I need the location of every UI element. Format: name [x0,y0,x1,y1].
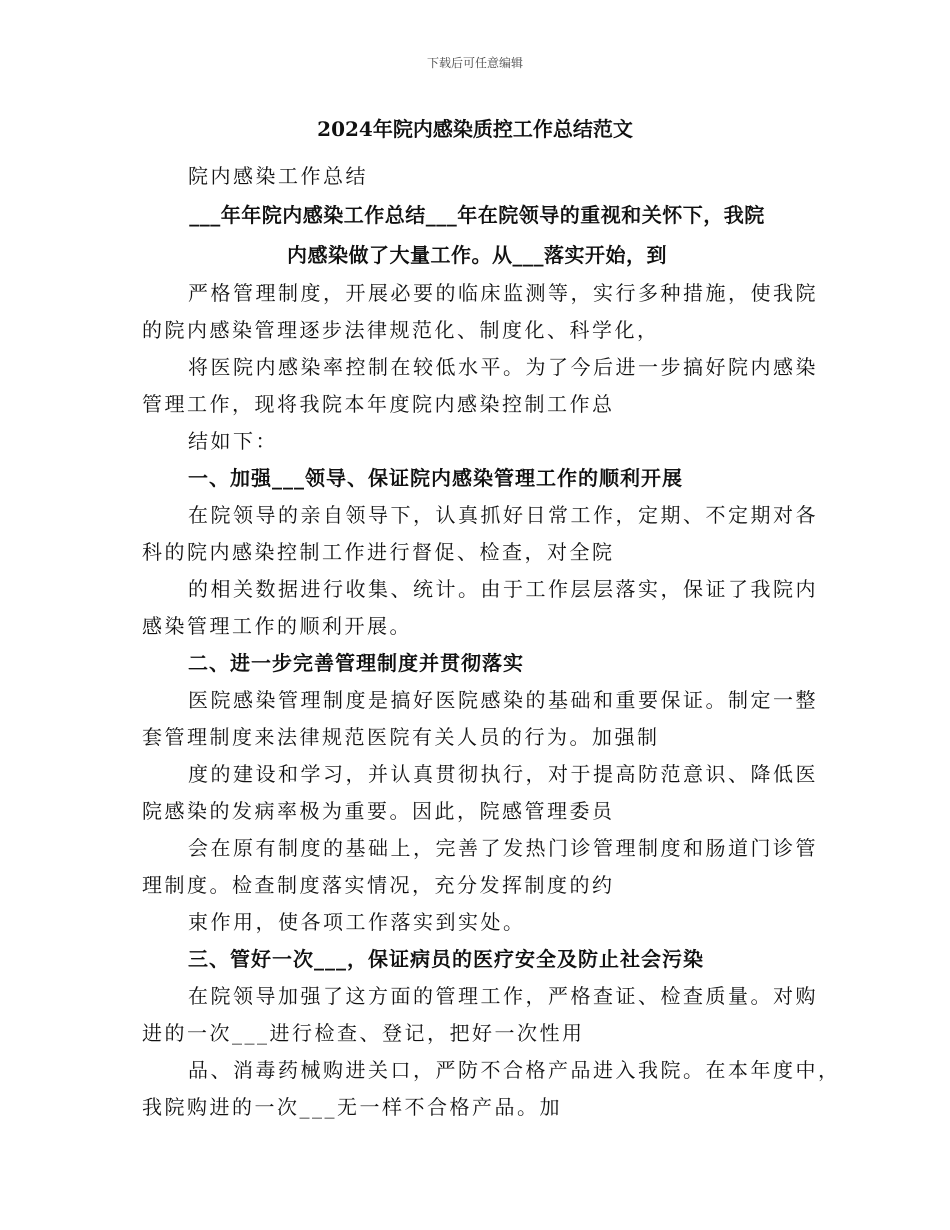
paragraph-line: 的院内感染管理逐步法律规范化、制度化、科学化， [142,318,660,342]
paragraph-line: 在院领导加强了这方面的管理工作，严格查证、检查质量。对购 [188,984,818,1008]
document-title: 2024年院内感染质控工作总结范文 [317,117,633,141]
header-watermark: 下载后可任意编辑 [426,56,523,70]
paragraph-line: 严格管理制度，开展必要的临床监测等，实行多种措施，使我院 [188,281,818,305]
document-body [142,158,841,1126]
paragraph-line: 医院感染管理制度是搞好医院感染的基础和重要保证。制定一整 [188,688,818,712]
paragraph-line: 管理工作，现将我院本年度院内感染控制工作总 [142,392,615,416]
paragraph-line: 品、消毒药械购进关口，严防不合格产品进入我院。在本年度中， [188,1058,841,1082]
paragraph-line: 会在原有制度的基础上，完善了发热门诊管理制度和肠道门诊管 [188,836,818,860]
paragraph-line: 套管理制度来法律规范医院有关人员的行为。加强制 [142,725,660,749]
paragraph-line: 理制度。检查制度落实情况，充分发挥制度的约 [142,873,615,897]
paragraph-line: 感染管理工作的顺利开展。 [142,614,412,638]
paragraph-line: 的相关数据进行收集、统计。由于工作层层落实，保证了我院内 [188,577,818,601]
intro-bold-line2: 内感染做了大量工作。从___落实开始，到 [287,243,667,267]
section-heading-2: 二、进一步完善管理制度并贯彻落实 [188,651,524,675]
section-heading-1: 一、加强___领导、保证院内感染管理工作的顺利开展 [188,466,683,490]
paragraph-line: 将医院内感染率控制在较低水平。为了今后进一步搞好院内感染 [188,355,818,379]
paragraph-line: 在院领导的亲自领导下，认真抓好日常工作，定期、不定期对各 [188,503,818,527]
section-heading-3: 三、管好一次___，保证病员的医疗安全及防止社会污染 [188,947,704,971]
paragraph-line: 度的建设和学习，并认真贯彻执行，对于提高防范意识、降低医 [188,762,818,786]
paragraph-line: 束作用，使各项工作落实到实处。 [188,910,526,934]
paragraph-line: 科的院内感染控制工作进行督促、检查，对全院 [142,540,615,564]
paragraph-line: 进的一次___进行检查、登记，把好一次性用 [142,1021,585,1045]
paragraph-line: 院感染的发病率极为重要。因此，院感管理委员 [142,799,615,823]
paragraph-line: 结如下： [188,429,278,453]
intro-bold-line1: ___年年院内感染工作总结___年在院领导的重视和关怀下，我院 [189,203,765,227]
paragraph-line: 我院购进的一次___无一样不合格产品。加 [142,1095,562,1119]
document-subtitle: 院内感染工作总结 [188,164,368,188]
